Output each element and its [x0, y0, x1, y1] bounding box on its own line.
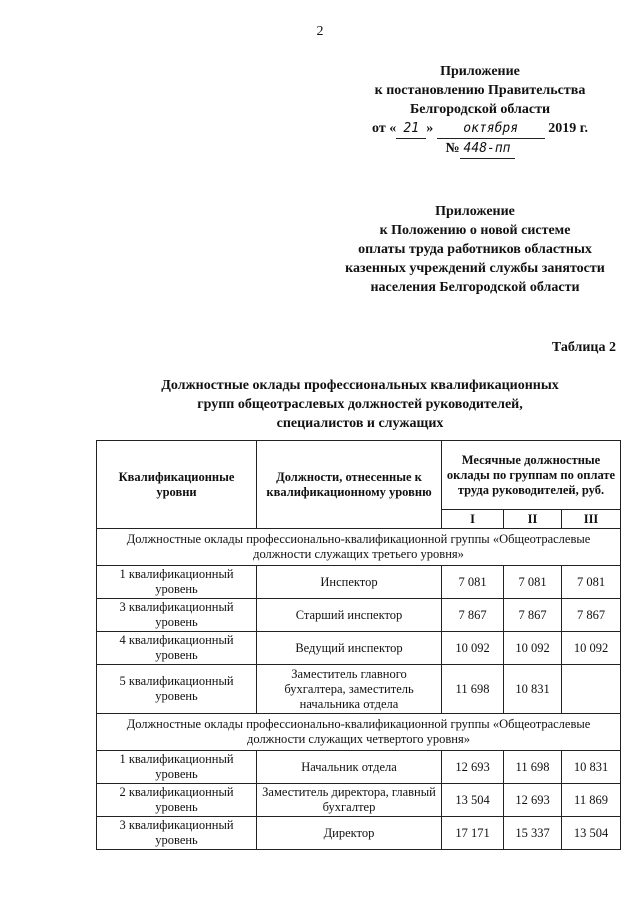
header-position: Должности, отнесенные к квалификационному уровню [257, 441, 442, 529]
appendix2-line1: к Положению о новой системе [379, 223, 571, 238]
table-row [97, 751, 621, 784]
row-position: Директор [257, 817, 442, 850]
header-group-3: III [562, 510, 621, 529]
resolution-number [340, 139, 620, 159]
row-g2: 10 092 [504, 632, 562, 665]
date-month: октября [437, 119, 545, 139]
row-g3: 7 081 [562, 566, 621, 599]
row-level: 2 квалификационный уровень [97, 784, 257, 817]
row-level: 1 квалификационный уровень [97, 566, 257, 599]
page-number: 2 [316, 24, 324, 39]
date-suffix: 2019 г. [548, 121, 588, 136]
number-value: 448-пп [460, 139, 515, 159]
appendix-government-resolution [340, 62, 620, 159]
row-g2: 10 831 [504, 665, 562, 714]
section-title: Должностные оклады профессионально-квалификационной группы «Общеотраслевые должности служащих третьего уровня» [97, 529, 621, 566]
header-group-2: II [504, 510, 562, 529]
row-g2: 15 337 [504, 817, 562, 850]
row-g3: 13 504 [562, 817, 621, 850]
table-title [120, 376, 600, 433]
header-salary-group: Месячные должностные оклады по группам по оплате труда руководителей, руб. [442, 441, 621, 510]
appendix2-line3: казенных учреждений службы занятости [345, 261, 605, 276]
salary-table [96, 440, 621, 850]
table-row [97, 566, 621, 599]
table-label: Таблица 2 [551, 340, 616, 355]
row-g3: 10 092 [562, 632, 621, 665]
appendix1-title: Приложение [440, 64, 520, 79]
row-g2: 7 081 [504, 566, 562, 599]
row-position: Инспектор [257, 566, 442, 599]
row-g1: 12 693 [442, 751, 504, 784]
appendix1-line1: к постановлению Правительства [374, 83, 586, 98]
row-position: Старший инспектор [257, 599, 442, 632]
row-g3 [562, 665, 621, 714]
row-position: Начальник отдела [257, 751, 442, 784]
row-position: Заместитель директора, главный бухгалтер [257, 784, 442, 817]
header-level: Квалификационные уровни [97, 441, 257, 529]
row-level: 1 квалификационный уровень [97, 751, 257, 784]
row-position: Заместитель главного бухгалтера, заместитель начальника отдела [257, 665, 442, 714]
row-g1: 17 171 [442, 817, 504, 850]
row-g3: 11 869 [562, 784, 621, 817]
table-row [97, 817, 621, 850]
table-row [97, 784, 621, 817]
section-title: Должностные оклады профессионально-квалификационной группы «Общеотраслевые должности служащих четвертого уровня» [97, 714, 621, 751]
row-level: 3 квалификационный уровень [97, 599, 257, 632]
appendix2-line2: оплаты труда работников областных [358, 242, 592, 257]
table-row [97, 599, 621, 632]
row-g2: 7 867 [504, 599, 562, 632]
row-g3: 10 831 [562, 751, 621, 784]
header-group-1: I [442, 510, 504, 529]
row-g1: 11 698 [442, 665, 504, 714]
row-g1: 7 081 [442, 566, 504, 599]
table-title-line2: групп общеотраслевых должностей руководителей, [197, 397, 523, 412]
row-g2: 11 698 [504, 751, 562, 784]
row-g2: 12 693 [504, 784, 562, 817]
table-row [97, 665, 621, 714]
row-position: Ведущий инспектор [257, 632, 442, 665]
row-level: 4 квалификационный уровень [97, 632, 257, 665]
date-day: 21 [396, 119, 426, 139]
table-title-line3: специалистов и служащих [276, 416, 444, 431]
row-g1: 10 092 [442, 632, 504, 665]
number-prefix: № [445, 141, 460, 156]
appendix1-line2: Белгородской области [409, 102, 551, 117]
appendix2-line4: населения Белгородской области [370, 280, 580, 295]
resolution-date [340, 119, 620, 139]
table-row [97, 632, 621, 665]
appendix2-title: Приложение [435, 204, 515, 219]
appendix-regulation [330, 202, 620, 297]
table-title-line1: Должностные оклады профессиональных квалификационных [161, 378, 559, 393]
row-g1: 7 867 [442, 599, 504, 632]
row-g1: 13 504 [442, 784, 504, 817]
row-level: 5 квалификационный уровень [97, 665, 257, 714]
date-mid: » [426, 121, 434, 136]
row-g3: 7 867 [562, 599, 621, 632]
date-prefix: от « [372, 121, 397, 136]
row-level: 3 квалификационный уровень [97, 817, 257, 850]
